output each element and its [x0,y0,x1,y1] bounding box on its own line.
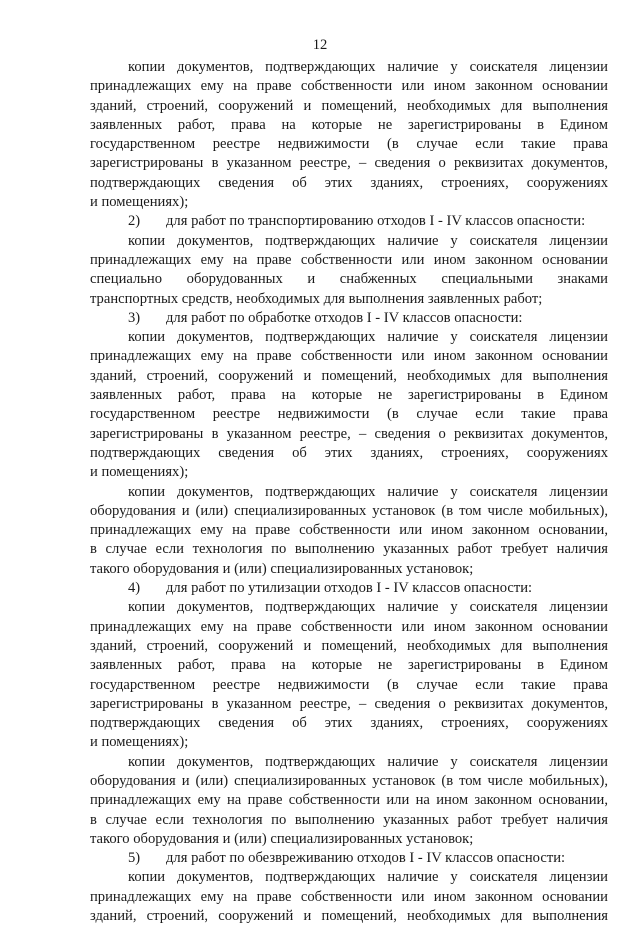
list-item-number: 4) [128,580,141,597]
text-line: в случае если технология по выполнению указанных работ требует наличия [90,811,608,828]
list-item-heading [90,849,608,868]
text-line: заявленных работ, права на которые не зарегистрированы в Едином [90,657,608,674]
text-line: и помещениях); [90,194,189,211]
text-line: зарегистрированы в указанном реестре, – сведения о реквизитах документов, [90,695,608,712]
document-body [90,58,608,926]
text-line: принадлежащих ему на праве собственности или ином законном основании, [90,522,608,539]
text-line: принадлежащих ему на праве собственности или на ином законном основании, [90,792,608,809]
list-item-number: 3) [128,309,141,326]
text-line: подтверждающих сведения об этих зданиях, строениях, сооружениях [90,174,608,191]
text-line: заявленных работ, права на которые не зарегистрированы в Едином [90,387,608,404]
text-line: копии документов, подтверждающих наличие у соискателя лицензии [128,329,608,346]
text-line: государственном реестре недвижимости (в случае если такие права [90,136,608,153]
text-line: копии документов, подтверждающих наличие у соискателя лицензии [128,753,608,770]
text-line: зарегистрированы в указанном реестре, – сведения о реквизитах документов, [90,155,608,172]
text-line: оборудования и (или) специализированных установок (в том числе мобильных), [90,502,608,519]
list-item-heading [90,579,608,598]
text-line: зданий, строений, сооружений и помещений, необходимых для выполнения [90,637,608,654]
text-line: зданий, строений, сооружений и помещений, необходимых для выполнения [90,908,608,925]
list-item-number: 2) [128,213,141,230]
text-line: в случае если технология по выполнению указанных работ требует наличия [90,541,608,558]
text-line: зданий, строений, сооружений и помещений, необходимых для выполнения [90,367,608,384]
text-line: и помещениях); [90,464,189,481]
text-line: специально оборудованных и снабженных специальными знаками [90,271,608,288]
text-line: принадлежащих ему на праве собственности или ином законном основании [90,251,608,268]
text-line: копии документов, подтверждающих наличие у соискателя лицензии [128,599,608,616]
text-line: транспортных средств, необходимых для выполнения заявленных работ; [90,290,543,307]
text-line: такого оборудования и (или) специализированных установок; [90,830,474,847]
text-line: заявленных работ, права на которые не зарегистрированы в Едином [90,116,608,133]
list-item-heading [90,212,608,231]
list-item-text: для работ по обработке отходов I - IV классов опасности: [166,309,523,326]
page-number: 12 [312,37,328,53]
text-line: подтверждающих сведения об этих зданиях, строениях, сооружениях [90,444,608,461]
list-item-number: 5) [128,850,141,867]
list-item-text: для работ по утилизации отходов I - IV классов опасности: [166,580,533,597]
text-line: принадлежащих ему на праве собственности или ином законном основании [90,618,608,635]
list-item-heading [90,309,608,328]
text-line: копии документов, подтверждающих наличие у соискателя лицензии [128,59,608,75]
text-line: и помещениях); [90,734,189,751]
text-line: государственном реестре недвижимости (в случае если такие права [90,406,608,423]
text-line: оборудования и (или) специализированных установок (в том числе мобильных), [90,772,608,789]
text-line: такого оборудования и (или) специализированных установок; [90,560,474,577]
list-item-text: для работ по обезвреживанию отходов I - IV классов опасности: [166,850,566,867]
list-item-text: для работ по транспортированию отходов I - IV классов опасности: [166,213,586,230]
text-line: копии документов, подтверждающих наличие у соискателя лицензии [128,232,608,249]
text-line: принадлежащих ему на праве собственности или ином законном основании [90,888,608,905]
text-line: зарегистрированы в указанном реестре, – сведения о реквизитах документов, [90,425,608,442]
text-line: государственном реестре недвижимости (в случае если такие права [90,676,608,693]
text-line: копии документов, подтверждающих наличие у соискателя лицензии [128,483,608,500]
text-line: принадлежащих ему на праве собственности или ином законном основании [90,348,608,365]
text-line: копии документов, подтверждающих наличие у соискателя лицензии [128,869,608,886]
text-line: принадлежащих ему на праве собственности или ином законном основании [90,78,608,95]
text-line: подтверждающих сведения об этих зданиях, строениях, сооружениях [90,715,608,732]
text-line: зданий, строений, сооружений и помещений, необходимых для выполнения [90,97,608,114]
